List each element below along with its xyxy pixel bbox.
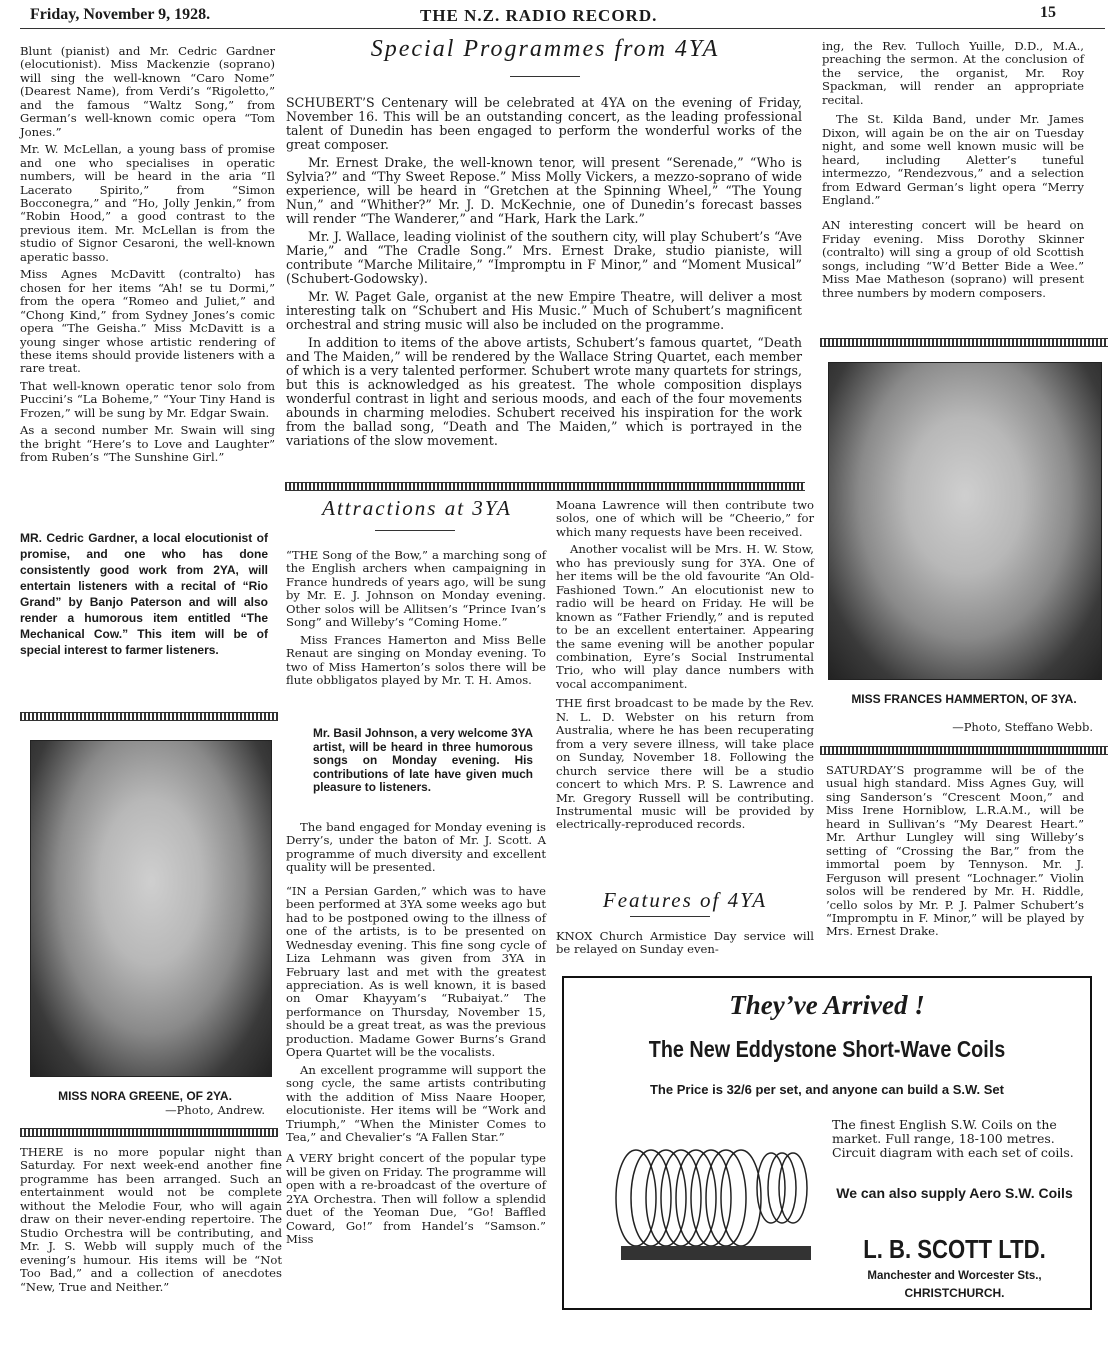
photo-caption: MISS FRANCES HAMMERTON, OF 3YA. [851,692,1077,706]
masthead-title: THE N.Z. RADIO RECORD. [420,6,658,25]
page-number: 15 [1040,4,1056,21]
article-paragraph: That well-known operatic tenor solo from Puccini’s “La Boheme,” “Your Tiny Hand is Frozen,” will be sung by Mr. Edgar Swain. [20,378,275,420]
article-paragraph: AN interesting concert will be heard on Friday evening. Miss Dorothy Skinner (contralto) will sing a group of old Scottish songs, including “W’d Better Bide a Wee.” Miss Mae Matheson (soprano) will present three numbers by modern composers. [822,218,1084,300]
saturday-preview [20,1146,282,1298]
features-heading: Features of 4YA [602,888,768,912]
attractions-col-a2 [286,821,546,1251]
ad-city: CHRISTCHURCH. [904,1286,1005,1300]
article-paragraph: A VERY bright concert of the popular type will be given on Friday. The programme will open with a re-broadcast of the overture of 2YA Orchestra. Then will follow a splendid duet of the Yeoman Due, “Go! Baffled Coward, Go!” from Handel’s “Samson.” Miss [286,1151,546,1247]
article-paragraph: As a second number Mr. Swain will sing the bright “Here’s to Love and Laughter” from Ruben’s “The Sunshine Girl.” [20,423,275,465]
article-paragraph: An excellent programme will support the song cycle, the same artists contributing with the addition of Miss Naare Hooper, elocutioniste. Her items will be “Work and Triumph,” “When the Minister Comes to Tea,” and Chevalier’s “A Fallen Star.” [286,1062,546,1144]
photo-credit: —Photo, Steffano Webb. [952,720,1093,734]
article-paragraph: “IN a Persian Garden,” which was to have been performed at 3YA some weeks ago but had to be postponed owing to the illness of one of the artists, is to be presented on Wednesday evening. This fine song cycle of Liza Lehmann was given from 3YA in February last and met with the greatest appreciation. As is well known, it is based on Omar Khayyam’s “Rubaiyat.” The performance on Thursday, November 15, should be a great treat, as was the previous production. Madame Gower Burns’s Grand Opera Quartet will be the vocalists. [286,883,546,1060]
photo-credit: —Photo, Andrew. [165,1103,265,1117]
ad-price: The Price is 32/6 per set, and anyone can build a S.W. Set [649,1082,1004,1097]
article-paragraph: Mr. W. McLellan, a young bass of promise and one who specialises in operatic numbers, will be heard in the aria “Il Lacerato Spirito,” from “Simon Bocconegra,” and “Ho, Jolly Jenkin,” from “Robin Hood,” a good contrast to the previous item. Mr. McLellan is from the studio of Signor Cesaroni, the well-known aperatic basso. [20,142,275,264]
separator-rule [820,746,1108,755]
article-paragraph: Another vocalist will be Mrs. H. W. Stow, who has previously sung for 3YA. One of her items will be the old favourite “An Old-Fashioned Town.” An elocutionist new to radio will be heard on Friday. He will be known as “Father Friendly,” and is reputed to be an excellent entertainer. Appearing the same evening will be another popular combination, Eyre’s Social Instrumental Trio, who will play dance numbers with vocal accompaniment. [556,542,814,691]
gardner-note [20,530,268,662]
special-programmes-body [286,96,802,452]
separator-rule [20,712,278,721]
article-paragraph: Mr. Ernest Drake, the well-known tenor, will present “Serenade,” “Who is Sylvia?” and “Thy Sweet Repose.” Miss Molly Vickers, a mezzo-soprano of wide experience, will be heard in “Gretchen at the Spinning Wheel,” “The Young Nun,” and “Whither?” Mr. J. D. McKechnie, one of Dunedin’s forecast basses will render “The Wanderer,” and “Hark, Hark the Lark.” [286,155,802,226]
features-body [556,930,814,961]
ad-aero-offer: We can also supply Aero S.W. Coils [836,1185,1073,1201]
heading-underline [510,76,580,77]
article-paragraph: In addition to items of the above artists, Schubert’s famous quartet, “Death and The Maiden,” will be rendered by the Wallace String Quartet, each member of which is a very talented performer. Schubert wrote many quartets for strings, but this is acknowledged as his greatest. The whole composition displays wonderful contrast in light and serious moods, and each of the four movements abounds in charming melodies. Schubert received his inspiration for the work from the ballad song, “Death and The Maiden,” which is portrayed in the variations of the slow movement. [286,335,802,448]
article-paragraph: THERE is no more popular night than Saturday. For next week-end another fine programme has been arranged. Such an entertainment would not be complete without the Melodie Four, who will again draw on their never-ending repertoire. The Studio Orchestra will be contributing, and Mr. J. S. Webb will supply much of the evening’s humour. His items will be “Not Too Bad,” and a collection of anecdotes “New, True and Neither.” [20,1145,282,1294]
attractions-col-a [286,549,546,692]
header-rule [20,28,1105,29]
basil-johnson-note [313,727,533,799]
article-paragraph: Mr. J. Wallace, leading violinist of the southern city, will play Schubert’s “Ave Marie,” and “The Cradle Song.” Mrs. Ernest Drake, studio pianiste, will contribute “Marche Militaire,” “Impromptu in F Minor,” and “Moment Musical” (Schubert-Godowsky). [286,229,802,286]
article-paragraph: SCHUBERT’S Centenary will be celebrated at 4YA on the evening of Friday, November 16. This will be an outstanding concert, as the leading professional talent of Dunedin has been engaged to perform the wonderful works of the great composer. [286,95,802,152]
article-paragraph: Blunt (pianist) and Mr. Cedric Gardner (elocutionist). Miss Mackenzie (soprano) will sing the well-known “Caro Nome” (Dearest Name), from Verdi’s “Rigoletto,” and the famous “Waltz Song,” from German’s well-known comic opera “Tom Jones.” [20,44,275,139]
saturday-programme [826,764,1084,943]
column-right-top [822,40,1084,304]
separator-rule [20,1128,278,1137]
special-programmes-heading: Special Programmes from 4YA [370,36,720,62]
ad-company: L. B. SCOTT LTD. [863,1234,1046,1264]
ad-address: Manchester and Worcester Sts., [867,1270,1042,1282]
attractions-heading: Attractions at 3YA [322,496,512,520]
article-paragraph: Mr. W. Paget Gale, organist at the new Empire Theatre, will deliver a most interesting talk on “Schubert and His Music.” Much of Schubert’s magnificent orchestral and string music will also be included on the programme. [286,289,802,332]
ad-description: The finest English S.W. Coils on the market. Full range, 18-100 metres. Circuit diagram with each set of coils. [832,1117,1074,1160]
ad-subhead: The New Eddystone Short-Wave Coils [648,1036,1006,1062]
article-paragraph: Moana Lawrence will then contribute two solos, one of which will be “Cheerio,” for which many requests have been received. [556,498,814,539]
gardner-text: MR. Cedric Gardner, a local elocutionist of promise, and one who has done consistently good work from 2YA, will entertain listeners with a recital of “Rio Grand” by Banjo Paterson and will also render a humorous item entitled “The Mechanical Cow.” This item will be of special interest to farmer listeners. [20,531,268,657]
coil-illustration [596,1118,826,1268]
article-paragraph: Miss Frances Hamerton and Miss Belle Renaut are singing on Monday evening. To two of Miss Hamerton’s solos there will be flute obbligatos played by Mr. T. H. Amos. [286,632,546,688]
article-paragraph: Miss Agnes McDavitt (contralto) has chosen for her items “Ah! se tu Dormi,” from the opera “Romeo and Juliet,” and “Chong Kind,” from Sydney Jones’s comic opera “The Geisha.” Miss McDavitt is a young singer whose artistic rendering of these items should provide listeners with a rare treat. [20,267,275,376]
article-paragraph: “THE Song of the Bow,” a marching song of the English archers when campaigning in France hundreds of years ago, will be sung by Mr. E. J. Johnson on Monday evening. Other solos will be Allitsen’s “Prince Ivan’s Song” and Willeby’s “Coming Home.” [286,548,546,630]
photo-caption: MISS NORA GREENE, OF 2YA. [58,1089,232,1103]
page-header [30,6,1090,26]
eddystone-advertisement [562,976,1092,1310]
column-left-top [20,45,275,469]
issue-date: Friday, November 9, 1928. [30,6,211,23]
photo-frances-hammerton [828,362,1102,680]
article-paragraph: ing, the Rev. Tulloch Yuille, D.D., M.A., preaching the sermon. At the conclusion of the service, the organist, Mr. Roy Spackman, will render an appropriate recital. [822,39,1084,107]
ad-headline: They’ve Arrived ! [729,990,925,1020]
photo-nora-greene [30,740,272,1077]
heading-underline [630,916,710,917]
basil-text: Mr. Basil Johnson, a very welcome 3YA artist, will be heard in three humorous songs on Monday evening. His contributions of late have given much pleasure to listeners. [313,726,533,795]
article-paragraph: SATURDAY’S programme will be of the usual high standard. Miss Agnes Guy, will sing Sanderson’s “Crescent Moon,” and Miss Irene Horniblow, L.R.A.M., will be heard in Sullivan’s “My Dearest Heart.” Mr. Arthur Lungley will sing Willeby’s setting of “Crossing the Bar,” from the immortal poem by Tennyson. Mr. J. Ferguson will present “Lochnager.” Violin solos will be rendered by Mr. H. Riddle, ’cello solos by Mr. P. J. Palmer Schubert’s “Impromptu in F. Minor,” will be played by Mrs. Ernest Drake. [826,763,1084,939]
article-paragraph: The St. Kilda Band, under Mr. James Dixon, will again be on the air on Tuesday night, and some well known music will be heard, including Aletter’s tuneful intermezzo, “Rendezvous,” and a selection from Edward German’s light opera “Merry England.” [822,112,1084,207]
separator-rule [820,338,1108,347]
heading-underline [375,530,455,531]
separator-rule [285,482,805,491]
attractions-col-b [556,499,814,836]
article-paragraph: The band engaged for Monday evening is Derry’s, under the baton of Mr. J. Scott. A programme of much diversity and excellent quality will be presented. [286,820,546,875]
article-paragraph: KNOX Church Armistice Day service will be relayed on Sunday even- [556,929,814,957]
article-paragraph: THE first broadcast to be made by the Rev. N. L. D. Webster on his return from Australia, where he has been recuperating from a very severe illness, will take place on Sunday, November 18. Following the church service there will be a studio concert to which Mrs. P. S. Lawrence and Mr. Gregory Russell will be contributing. Instrumental music will be provided by electrically-reproduced records. [556,696,814,832]
